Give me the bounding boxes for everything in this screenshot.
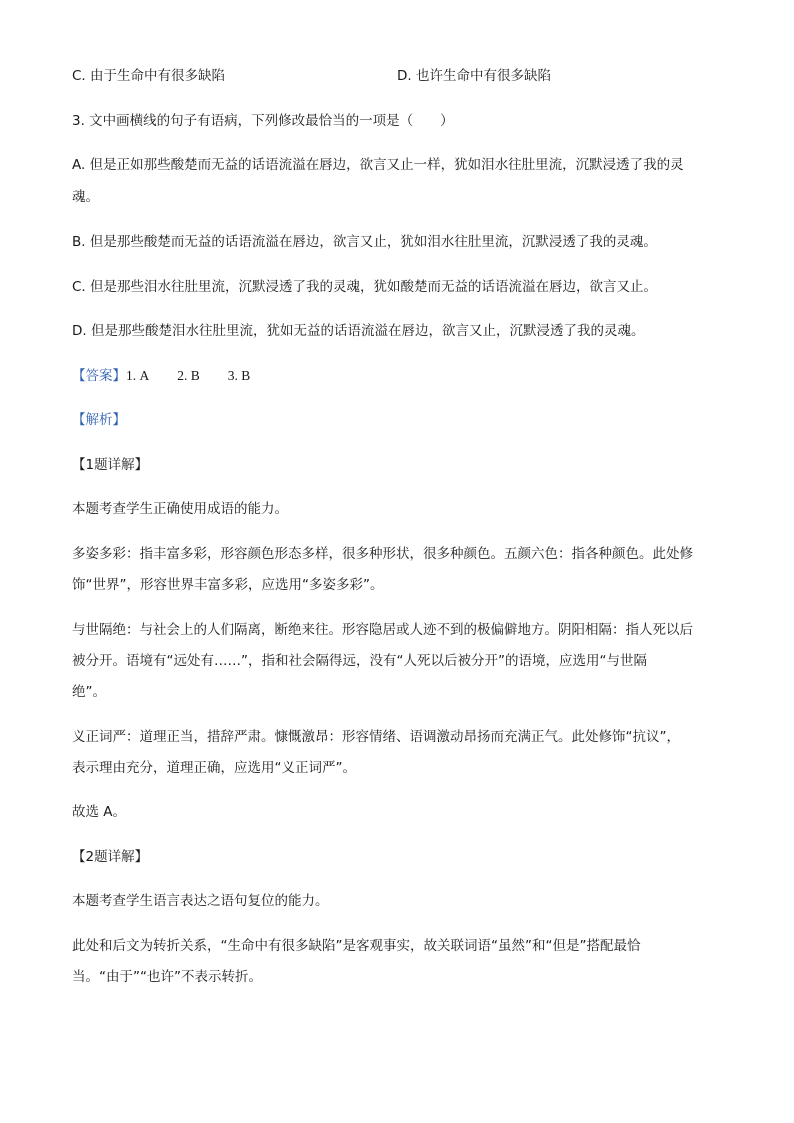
answer-2: 2. B <box>177 368 200 383</box>
q3-option-a-line2: 魂。 <box>72 189 99 205</box>
detail-2-intro: 本题考查学生语言表达之语句复位的能力。 <box>72 893 329 909</box>
analysis-tag: 【解析】 <box>72 412 126 428</box>
option-row-q2-right <box>397 66 551 86</box>
detail-1-p3-line1: 与世隔绝：与社会上的人们隔离，断绝来往。形容隐居或人迹不到的极偏僻地方。阴阳相隔：指人死以后 <box>72 622 693 638</box>
detail-2-p7-line1: 此处和后文为转折关系，“生命中有很多缺陷”是客观事实，故关联词语“虽然”和“但是”搭配最恰 <box>72 938 641 954</box>
detail-1-p4-line2: 表示理由充分，道理正确，应选用“义正词严”。 <box>72 760 356 776</box>
detail-1-p3-line2: 被分开。语境有“远处有……”，指和社会隔得远，没有“人死以后被分开”的语境，应选用“与世隔 <box>72 653 647 669</box>
detail-1-p4-line1: 义正词严：道理正当，措辞严肃。慷慨激昂：形容情绪、语调激动昂扬而充满正气。此处修饰“抗议”， <box>72 729 680 745</box>
q3-option-b: B. 但是那些酸楚而无益的话语流溢在唇边，欲言又止，犹如泪水往肚里流，沉默浸透了我的灵魂。 <box>72 234 657 250</box>
detail-1-conclusion: 故选 A。 <box>72 804 127 820</box>
option-row-q2 <box>72 66 225 86</box>
detail-1-intro: 本题考查学生正确使用成语的能力。 <box>72 501 288 517</box>
detail-1-p3-line3: 绝”。 <box>72 684 106 700</box>
detail-1-title: 【1题详解】 <box>72 457 149 473</box>
q3-option-a-line1: A. 但是正如那些酸楚而无益的话语流溢在唇边，欲言又止一样，犹如泪水往肚里流，沉默浸透了我的灵 <box>72 157 684 173</box>
option-c-q2: C. 由于生命中有很多缺陷 <box>72 68 226 84</box>
answer-tag: 【答案】 <box>72 368 126 384</box>
detail-2-p7-line2: 当。“由于”“也许”不表示转折。 <box>72 969 262 985</box>
answer-1: 1. A <box>126 368 150 383</box>
q3-option-d: D. 但是那些酸楚泪水往肚里流，犹如无益的话语流溢在唇边，欲言又止，沉默浸透了我的灵魂。 <box>72 323 645 339</box>
question-3-stem: 3. 文中画横线的句子有语病，下列修改最恰当的一项是（ ） <box>72 113 454 129</box>
q3-option-c: C. 但是那些泪水往肚里流，沉默浸透了我的灵魂，犹如酸楚而无益的话语流溢在唇边，欲言又止。 <box>72 279 658 295</box>
answer-row <box>72 366 250 386</box>
detail-2-title: 【2题详解】 <box>72 849 149 865</box>
answer-3: 3. B <box>227 368 251 383</box>
detail-1-p2-line2: 饰“世界”，形容世界丰富多彩，应选用“多姿多彩”。 <box>72 577 384 593</box>
option-d-q2: D. 也许生命中有很多缺陷 <box>397 68 551 84</box>
detail-1-p2-line1: 多姿多彩：指丰富多彩，形容颜色形态多样，很多种形状，很多种颜色。五颜六色：指各种颜色。此处修 <box>72 546 693 562</box>
